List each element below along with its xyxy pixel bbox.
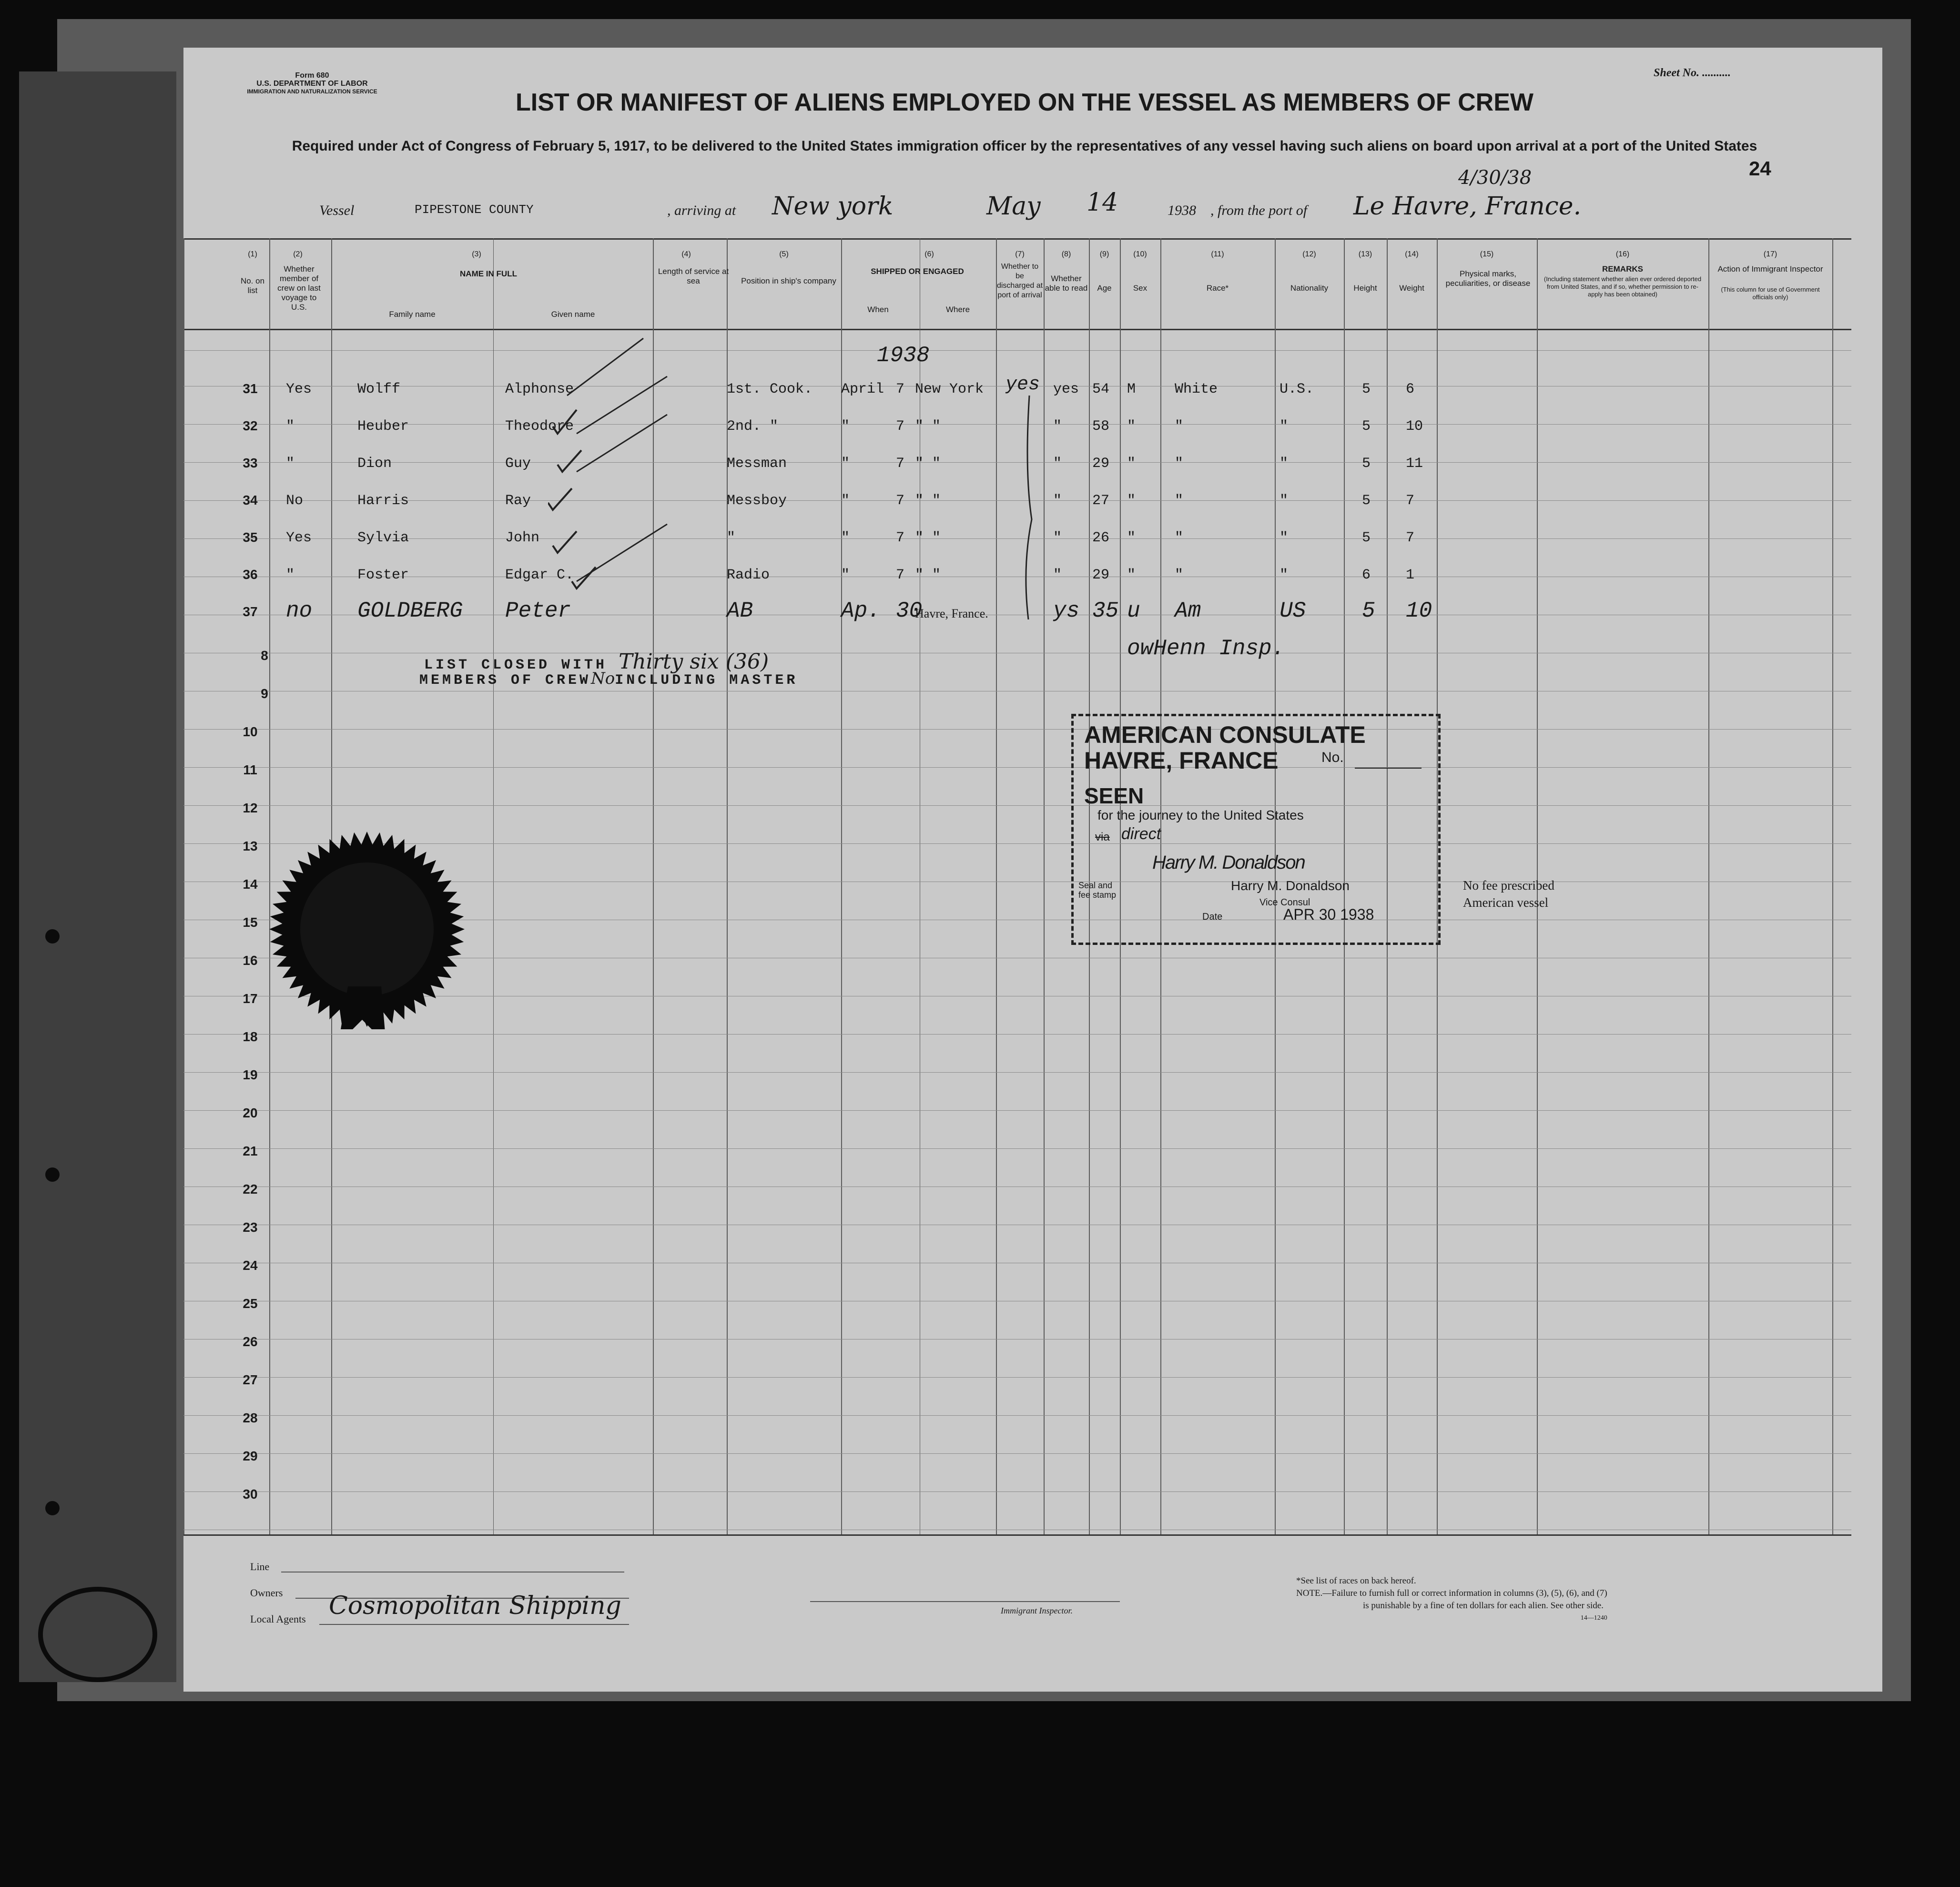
page-number: 24 (1749, 157, 1771, 180)
cell-when-month: April (841, 381, 884, 397)
header-whether-member: Whether member of crew on last voyage to U.S. (277, 264, 321, 312)
row-number: 28 (243, 1410, 258, 1425)
row-number: 19 (243, 1067, 258, 1082)
cell-age: 26 (1092, 530, 1110, 546)
row-number: 29 (243, 1449, 258, 1463)
cell-able-to-read: " (1053, 493, 1062, 509)
service-name: IMMIGRATION AND NATURALIZATION SERVICE (247, 88, 377, 95)
row-number: 37 (243, 604, 258, 619)
list-closed-line1: LIST CLOSED WITH (424, 657, 608, 673)
stamp-seen: SEEN (1084, 783, 1144, 808)
page-title: LIST OR MANIFEST OF ALIENS EMPLOYED ON THE VESSEL AS MEMBERS OF CREW (516, 89, 1533, 116)
row-rule (183, 767, 1851, 768)
binder-hole (45, 1167, 60, 1182)
row-number: 32 (243, 418, 258, 433)
col-rule (183, 238, 184, 1534)
row-number: 22 (243, 1182, 258, 1197)
cell-race: " (1175, 493, 1184, 509)
vessel-name: PIPESTONE COUNTY (415, 203, 534, 217)
cell-nationality: US (1280, 599, 1306, 623)
arriving-label: , arriving at (667, 203, 736, 218)
cell-where: " " (915, 418, 941, 435)
vessel-label: Vessel (319, 203, 355, 218)
cell-age: 27 (1092, 493, 1110, 509)
row-number: 10 (243, 724, 258, 739)
row-rule (183, 1415, 1851, 1416)
col-number: (13) (1358, 250, 1372, 258)
cell-given-name: Ray (505, 493, 531, 509)
cell-when-day: 7 (896, 381, 905, 397)
header-height: Height (1353, 284, 1377, 293)
header-position: Position in ship's company (741, 276, 836, 285)
col-number: (10) (1133, 250, 1147, 258)
header-where: Where (945, 305, 970, 314)
cell-height: 5 (1362, 418, 1371, 435)
cell-able-to-read: " (1053, 530, 1062, 546)
seal-fee-label (1078, 881, 1116, 900)
row-rule (183, 1491, 1851, 1492)
cell-when-month: " (841, 493, 850, 509)
col-rule (1044, 238, 1045, 1534)
cell-position: " (727, 530, 736, 546)
arrival-port: New york (772, 192, 894, 221)
col-rule (1832, 238, 1833, 1534)
row-rule (183, 1110, 1851, 1111)
cell-when-day: 7 (896, 456, 905, 472)
row-number: 13 (243, 839, 258, 853)
inspector-label: Immigrant Inspector. (1001, 1606, 1073, 1615)
cell-member: " (286, 456, 295, 472)
cell-when-day: 30 (896, 599, 923, 623)
cell-nationality: " (1280, 493, 1289, 509)
header-able-to-read: Whether able to read (1045, 274, 1088, 293)
col-rule (1708, 238, 1709, 1534)
cell-member: Yes (286, 381, 312, 397)
cell-position: Messman (727, 456, 787, 472)
line-label: Line (250, 1561, 270, 1572)
row-number: 8 (261, 648, 268, 663)
table-top-rule (183, 238, 1851, 240)
cell-family-name: GOLDBERG (357, 599, 463, 623)
cell-where: Havre, France. (915, 607, 988, 620)
cell-nationality: " (1280, 418, 1289, 435)
cell-position: Radio (727, 567, 770, 583)
note-races: *See list of races on back hereof. (1296, 1576, 1416, 1586)
row-number: 23 (243, 1220, 258, 1235)
col-number: (12) (1302, 250, 1316, 258)
consulate-line1: AMERICAN CONSULATE (1084, 721, 1366, 748)
wax-seal (267, 829, 467, 1029)
table-bottom-rule (183, 1534, 1851, 1536)
row-rule (183, 805, 1851, 806)
cell-able-to-read: yes (1053, 381, 1079, 397)
form-number: Form 680 (295, 71, 329, 80)
cell-nationality: U.S. (1280, 381, 1314, 397)
row-number: 20 (243, 1106, 258, 1120)
cell-race: Am (1175, 599, 1201, 623)
list-closed-line2b: INCLUDING MASTER (615, 672, 798, 689)
form-identifier (229, 71, 396, 96)
stamp-via: via (1095, 831, 1110, 843)
col-number: (8) (1061, 250, 1071, 258)
cell-where: " " (915, 456, 941, 472)
cell-age: 29 (1092, 567, 1110, 583)
cell-when-day: 7 (896, 493, 905, 509)
inspector-initials: owHenn Insp. (1127, 636, 1285, 661)
header-action-note: (This column for use of Government officials only) (1721, 286, 1820, 301)
row-rule (183, 1148, 1851, 1149)
cell-where: " " (915, 567, 941, 583)
cell-given-name: Guy (505, 456, 531, 472)
cell-weight: 10 (1406, 418, 1423, 435)
cell-when-month: Ap. (841, 599, 881, 623)
cell-race: White (1175, 381, 1218, 397)
cell-family-name: Foster (357, 567, 409, 583)
owners-label: Owners (250, 1587, 283, 1599)
arrival-year: 1938 (1168, 203, 1196, 218)
year-annotation: 1938 (877, 343, 930, 368)
col-number: (15) (1480, 250, 1494, 258)
cell-given-name: John (505, 530, 540, 546)
row-number: 9 (261, 686, 268, 701)
header-nationality: Nationality (1290, 284, 1329, 293)
cell-nationality: " (1280, 530, 1289, 546)
list-closed-line2a: MEMBERS OF CREW (419, 672, 591, 689)
row-rule (183, 729, 1851, 730)
list-closed-stamp (419, 649, 798, 689)
cell-sex: " (1127, 493, 1136, 509)
row-number: 36 (243, 567, 258, 582)
cell-when-day: 7 (896, 418, 905, 435)
header-discharged: Whether to be discharged at port of arrival (996, 263, 1043, 299)
cell-age: 54 (1092, 381, 1110, 397)
header-shipped-or-engaged: SHIPPED OR ENGAGED (871, 267, 964, 276)
cell-where: " " (915, 493, 941, 509)
row-number: 17 (243, 991, 258, 1006)
cell-able-to-read: ys (1053, 599, 1080, 623)
cell-where: " " (915, 530, 941, 546)
cell-sex: " (1127, 530, 1136, 546)
header-name-in-full: NAME IN FULL (460, 269, 517, 278)
agents-value: Cosmopolitan Shipping (329, 1592, 621, 1620)
stamp-date-label: Date (1202, 912, 1223, 922)
departure-port: Le Havre, France. (1353, 192, 1582, 221)
consul-signature: Harry M. Donaldson (1152, 852, 1305, 873)
row-rule (183, 350, 1851, 351)
col-number: (7) (1015, 250, 1025, 258)
from-label: , from the port of (1210, 203, 1308, 218)
list-closed-count: Thirty six (36) (619, 649, 769, 674)
cell-position: Messboy (727, 493, 787, 509)
binder-hole (45, 1501, 60, 1515)
row-number: 18 (243, 1029, 258, 1044)
cell-age: 58 (1092, 418, 1110, 435)
cell-height: 5 (1362, 456, 1371, 472)
note-line2: is punishable by a fine of ten dollars for each alien. See other side. (1363, 1601, 1604, 1611)
print-code: 14—1240 (1580, 1614, 1607, 1622)
cell-weight: 11 (1406, 456, 1423, 472)
header-no-on-list: No. on list (240, 276, 265, 295)
consul-name: Harry M. Donaldson (1231, 878, 1350, 893)
discharged-bracket (1015, 376, 1044, 624)
cell-member: no (286, 599, 313, 623)
row-number: 33 (243, 456, 258, 470)
cell-height: 6 (1362, 567, 1371, 583)
cell-nationality: " (1280, 567, 1289, 583)
fee-note (1463, 877, 1554, 911)
col-number: (5) (779, 250, 789, 258)
col-number: (14) (1405, 250, 1419, 258)
row-number: 24 (243, 1258, 258, 1273)
consulate-stamp (1071, 714, 1441, 945)
cell-nationality: " (1280, 456, 1289, 472)
cell-member: " (286, 418, 295, 435)
cell-position: AB (727, 599, 753, 623)
row-number: 30 (243, 1487, 258, 1501)
cell-when-month: " (841, 418, 850, 435)
cell-height: 5 (1362, 599, 1375, 623)
cell-position: 1st. Cook. (727, 381, 813, 397)
header-bottom-rule (183, 329, 1851, 330)
fee-note-line2: American vessel (1463, 895, 1549, 910)
row-number: 35 (243, 530, 258, 545)
col-number: (17) (1763, 250, 1777, 258)
agents-underline (319, 1624, 629, 1625)
arrival-day: 14 (1087, 188, 1118, 217)
row-number: 16 (243, 953, 258, 968)
cell-height: 5 (1362, 530, 1371, 546)
note-line1: NOTE.—Failure to furnish full or correct information in columns (3), (5), (6), and (7) (1296, 1588, 1607, 1598)
cell-family-name: Heuber (357, 418, 409, 435)
header-length-of-service: Length of service at sea (658, 267, 729, 285)
col-number: (6) (924, 250, 934, 258)
cell-where: New York (915, 381, 984, 397)
fee-note-line1: No fee prescribed (1463, 878, 1554, 893)
row-number: 34 (243, 493, 258, 507)
cell-family-name: Dion (357, 456, 392, 472)
cell-weight: 6 (1406, 381, 1415, 397)
row-number: 21 (243, 1144, 258, 1158)
cell-sex: u (1127, 599, 1140, 623)
col-number: (9) (1099, 250, 1109, 258)
cell-race: " (1175, 456, 1184, 472)
cell-race: " (1175, 530, 1184, 546)
seal-label-1: Seal and (1078, 881, 1113, 890)
col-number: (2) (293, 250, 303, 258)
cell-race: " (1175, 567, 1184, 583)
cell-position: 2nd. " (727, 418, 779, 435)
sheet-number: Sheet No. .......... (1654, 67, 1731, 79)
row-number: 25 (243, 1296, 258, 1311)
cell-family-name: Sylvia (357, 530, 409, 546)
tick-marks (548, 334, 705, 629)
col-number: (1) (248, 250, 257, 258)
cell-when-month: " (841, 530, 850, 546)
cell-sex: " (1127, 456, 1136, 472)
col-rule (493, 238, 494, 1534)
col-number: (4) (681, 250, 691, 258)
cell-member: Yes (286, 530, 312, 546)
cell-weight: 10 (1406, 599, 1432, 623)
cell-when-day: 7 (896, 567, 905, 583)
cell-age: 29 (1092, 456, 1110, 472)
cell-when-month: " (841, 567, 850, 583)
stamp-no-line (1355, 768, 1422, 769)
stamp-date: APR 30 1938 (1283, 906, 1374, 923)
header-physical-marks: Physical marks, peculiarities, or disease (1445, 269, 1531, 288)
header-race: Race* (1206, 284, 1229, 293)
list-closed-no: No (591, 669, 615, 688)
seal-label-2: fee stamp (1078, 890, 1117, 900)
header-given-name: Given name (551, 310, 595, 319)
col-number: (16) (1615, 250, 1630, 258)
stamp-journey: for the journey to the United States (1097, 808, 1304, 822)
header-when: When (867, 305, 889, 314)
binding-ring (38, 1587, 157, 1682)
cell-sex: " (1127, 567, 1136, 583)
row-rule (183, 1034, 1851, 1035)
row-number: 14 (243, 877, 258, 892)
consul-title: Vice Consul (1259, 897, 1310, 908)
cell-able-to-read: " (1053, 418, 1062, 435)
cell-member: " (286, 567, 295, 583)
header-action: Action of Immigrant Inspector (1717, 264, 1823, 274)
col-number: (3) (472, 250, 481, 258)
cell-sex: " (1127, 418, 1136, 435)
header-family-name: Family name (389, 310, 436, 319)
header-age: Age (1097, 284, 1112, 293)
cell-age: 35 (1092, 599, 1119, 623)
cell-height: 5 (1362, 381, 1371, 397)
stamp-no-label: No. (1321, 750, 1344, 765)
cell-weight: 7 (1406, 493, 1415, 509)
header-sex: Sex (1133, 284, 1148, 293)
row-rule (183, 1453, 1851, 1454)
row-number: 11 (243, 762, 257, 777)
binder-hole (45, 929, 60, 944)
cell-sex: M (1127, 381, 1136, 397)
header-remarks-note: (Including statement whether alien ever ordered deported from United States, and if so, whether permission to re-apply has been obtained) (1544, 275, 1702, 298)
cell-height: 5 (1362, 493, 1371, 509)
cell-discharged: yes (1005, 374, 1040, 396)
cell-weight: 1 (1406, 567, 1415, 583)
header-remarks: REMARKS (1602, 264, 1643, 274)
margin-date: 4/30/38 (1458, 167, 1532, 189)
cell-able-to-read: " (1053, 456, 1062, 472)
header-weight: Weight (1399, 284, 1424, 293)
row-number: 31 (243, 381, 258, 396)
cell-family-name: Harris (357, 493, 409, 509)
cell-race: " (1175, 418, 1184, 435)
cell-given-name: Alphonse (505, 381, 574, 397)
row-rule (183, 1377, 1851, 1378)
cell-family-name: Wolff (357, 381, 401, 397)
inspector-underline (810, 1601, 1120, 1602)
consulate-line2: HAVRE, FRANCE (1084, 747, 1279, 774)
col-number: (11) (1211, 250, 1224, 258)
cell-weight: 7 (1406, 530, 1415, 546)
cell-able-to-read: " (1053, 567, 1062, 583)
row-number: 15 (243, 915, 258, 930)
stamp-via-hand: direct (1121, 825, 1161, 843)
cell-when-day: 7 (896, 530, 905, 546)
row-rule (183, 1072, 1851, 1073)
col-rule (996, 238, 997, 1534)
footnotes (1296, 1575, 1607, 1624)
arrival-month: May (986, 192, 1041, 221)
department-name: U.S. DEPARTMENT OF LABOR (256, 80, 368, 88)
cell-given-name: Peter (505, 599, 571, 623)
row-number: 12 (243, 801, 258, 815)
agents-label: Local Agents (250, 1613, 306, 1625)
cell-given-name: Edgar C. (505, 567, 574, 583)
cell-when-month: " (841, 456, 850, 472)
cell-given-name: Theodore (505, 418, 574, 435)
row-number: 27 (243, 1372, 258, 1387)
page-subtitle: Required under Act of Congress of February 5, 1917, to be delivered to the United States immigration officer by the representatives of any vessel having such aliens on board upon arrival at a port of the United States (292, 138, 1757, 154)
binder-edge (19, 71, 176, 1682)
cell-member: No (286, 493, 304, 509)
row-number: 26 (243, 1334, 258, 1349)
